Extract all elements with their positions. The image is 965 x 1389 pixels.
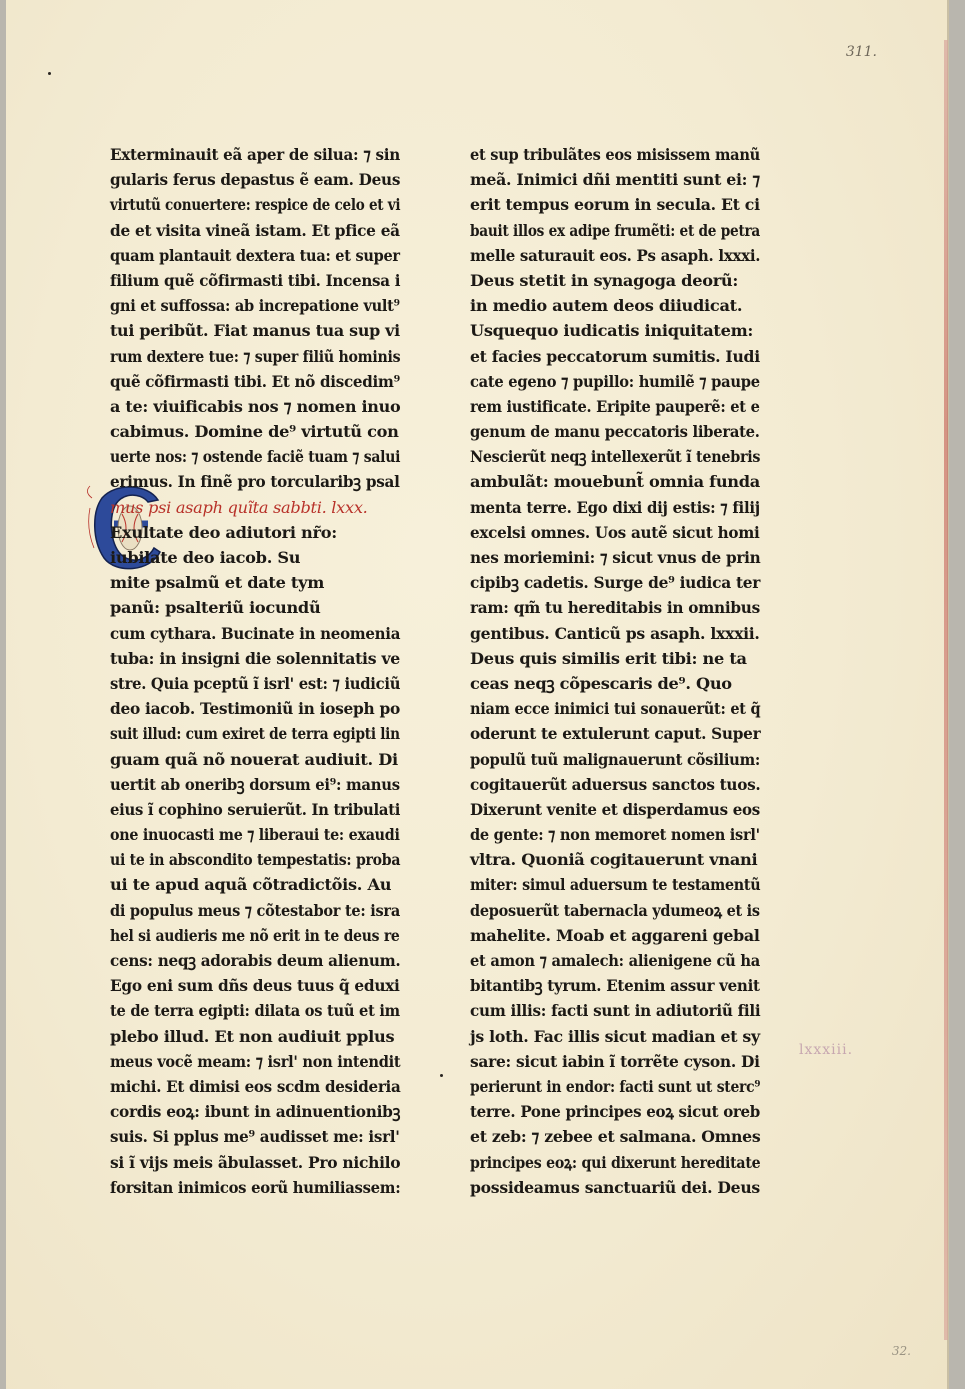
left-column-line: Exterminauit eã aper de silua: ⁊ sin bbox=[110, 145, 401, 164]
left-column-line: panũ: psalteriũ iocundũ bbox=[110, 598, 321, 618]
right-column-line: Deus quis similis erit tibi: ne ta bbox=[470, 648, 747, 668]
left-column-line: mus psi asaph quĩta sabbti. lxxx. bbox=[110, 497, 368, 517]
left-column-line: suis. Si pplus me⁹ audisset me: isrl' bbox=[110, 1127, 400, 1147]
right-column-line: bauit illos ex adipe frumẽti: et de petra bbox=[470, 220, 761, 240]
right-column-line: deposuerũt tabernacla ydumeoꝝ et is bbox=[470, 900, 760, 920]
left-column-line: meus vocẽ meam: ⁊ isrl' non intendit bbox=[110, 1051, 401, 1071]
left-column-line: tui peribũt. Fiat manus tua sup vi bbox=[110, 321, 400, 341]
left-column-line: hel si audieris me nõ erit in te deus re bbox=[110, 925, 400, 945]
left-column-line: stre. Quia pceptũ ĩ isrl' est: ⁊ iudiciũ bbox=[110, 673, 401, 693]
folio-number: 311. bbox=[845, 44, 877, 60]
left-column-line: cordis eoꝝ: ibunt in adinuentionibꝫ bbox=[110, 1102, 401, 1122]
left-column-line: michi. Et dimisi eos scdm desideria bbox=[110, 1076, 401, 1096]
right-column-line: ambulãt: mouebunt̃ omnia funda bbox=[470, 472, 760, 492]
right-column-line: in medio autem deos diiudicat. bbox=[470, 296, 743, 316]
right-column-line: et sup tribulãtes eos misissem manũ bbox=[470, 145, 760, 164]
left-column-line: quam plantauit dextera tua: et super bbox=[110, 245, 400, 265]
left-column-line: gni et suffossa: ab increpatione vult⁹ bbox=[110, 296, 400, 316]
right-column-line: nes moriemini: ⁊ sicut vnus de prin bbox=[470, 548, 761, 567]
right-column-line: cipibꝫ cadetis. Surge de⁹ iudica ter bbox=[470, 573, 761, 593]
left-column-line: quẽ cõfirmasti tibi. Et nõ discedim⁹ bbox=[110, 371, 400, 391]
right-column-line: et amon ⁊ amalech: alienigene cũ ha bbox=[470, 951, 761, 970]
left-column-line: uertit ab oneribꝫ dorsum ei⁹: manus bbox=[110, 774, 400, 794]
left-column-line: gularis ferus depastus ẽ eam. Deus bbox=[110, 170, 401, 190]
right-column-line: Dixerunt venite et disperdamus eos bbox=[470, 799, 760, 819]
left-column-line: si ĩ vijs meis ãbulasset. Pro nichilo bbox=[110, 1152, 401, 1172]
right-column-line: cum illis: facti sunt in adiutoriũ fili bbox=[470, 1001, 761, 1021]
left-column-line: ui te apud aquã cõtradictõis. Au bbox=[110, 875, 392, 895]
right-column-line: erit tempus eorum in secula. Et ci bbox=[470, 195, 760, 215]
manuscript-page bbox=[6, 0, 949, 1389]
right-column-line: et zeb: ⁊ zebee et salmana. Omnes bbox=[470, 1127, 761, 1147]
red-page-edge bbox=[944, 40, 948, 1340]
left-column-line: cum cythara. Bucinate in neomenia bbox=[110, 623, 401, 643]
right-column-line: perierunt in endor: facti sunt ut sterc⁹ bbox=[470, 1076, 761, 1096]
ink-speck bbox=[48, 72, 51, 75]
left-column-line: deo iacob. Testimoniũ in ioseph po bbox=[110, 699, 400, 719]
left-column-line: Exultate deo adiutori nr̃o: bbox=[110, 522, 337, 542]
left-column-line: guam quã nõ nouerat audiuit. Di bbox=[110, 749, 398, 769]
right-column-line: Nescierũt neqꝫ intellexerũt ĩ tenebris bbox=[470, 447, 761, 467]
right-column-line: ram: qm̃ tu hereditabis in omnibus bbox=[470, 598, 760, 618]
left-column-line: tuba: in insigni die solennitatis ve bbox=[110, 648, 400, 668]
right-column-line: js loth. Fac illis sicut madian et sy bbox=[470, 1026, 760, 1046]
right-column-line: populũ tuũ malignauerunt cõsilium: bbox=[470, 749, 761, 769]
left-column-line: one inuocasti me ⁊ liberaui te: exaudi bbox=[110, 825, 400, 845]
right-column-line: Usquequo iudicatis iniquitatem: bbox=[470, 321, 754, 341]
right-column-line: genum de manu peccatoris liberate. bbox=[470, 422, 760, 442]
right-column-line: gentibus. Canticũ ps asaph. lxxxii. bbox=[470, 623, 760, 643]
left-column-line: filium quẽ cõfirmasti tibi. Incensa i bbox=[110, 270, 401, 290]
right-column-line: excelsi omnes. Uos autẽ sicut homi bbox=[470, 522, 760, 542]
signature-mark: 32. bbox=[891, 1344, 911, 1358]
left-column-line: forsitan inimicos eorũ humiliassem: bbox=[110, 1177, 401, 1197]
left-column-line: eius ĩ cophino seruierũt. In tribulati bbox=[110, 799, 401, 819]
left-column-line: iubilate deo iacob. Su bbox=[110, 548, 301, 567]
margin-note: lxxxiii. bbox=[799, 1042, 854, 1058]
right-column-line: meã. Inimici dñi mentiti sunt ei: ⁊ bbox=[470, 170, 760, 190]
right-column-line: possideamus sanctuariũ dei. Deus bbox=[470, 1177, 760, 1197]
left-column-line: plebo illud. Et non audiuit pplus bbox=[110, 1026, 395, 1046]
left-column-line: erimus. In finẽ pro torcularibꝫ psal bbox=[110, 472, 400, 492]
right-column-line: sare: sicut iabin ĩ torrẽte cyson. Di bbox=[470, 1051, 760, 1071]
left-column-line: a te: viuificabis nos ⁊ nomen inuo bbox=[110, 396, 401, 416]
right-column-line: oderunt te extulerunt caput. Super bbox=[470, 724, 761, 744]
right-column-line: ceas neqꝫ cõpescaris de⁹. Quo bbox=[470, 673, 732, 693]
left-column-line: di populus meus ⁊ cõtestabor te: isra bbox=[110, 900, 400, 920]
right-column-line: terre. Pone principes eoꝝ sicut oreb bbox=[470, 1102, 761, 1122]
right-column-line: miter: simul aduersum te testamentũ bbox=[470, 875, 761, 895]
right-column-line: rem iustificate. Eripite pauperẽ: et e bbox=[470, 396, 760, 416]
right-column-line: bitantibꝫ tyrum. Etenim assur venit bbox=[470, 976, 760, 996]
right-column-line: cogitauerũt aduersus sanctos tuos. bbox=[470, 774, 761, 794]
ink-speck bbox=[440, 1074, 443, 1077]
right-column-line: vltra. Quoniã cogitauerunt vnani bbox=[470, 850, 758, 870]
left-column bbox=[110, 142, 400, 1200]
right-column bbox=[470, 142, 760, 1200]
left-column-line: ui te in abscondito tempestatis: proba bbox=[110, 850, 401, 870]
left-column-line: rum dextere tue: ⁊ super filiũ hominis bbox=[110, 346, 401, 366]
right-column-line: de gente: ⁊ non memoret nomen isrl' bbox=[470, 825, 760, 845]
left-column-line: uerte nos: ⁊ ostende faciẽ tuam ⁊ salui bbox=[110, 447, 401, 467]
right-column-line: et facies peccatorum sumitis. Iudi bbox=[470, 346, 760, 366]
right-column-line: niam ecce inimici tui sonauerũt: et q̃ bbox=[470, 699, 761, 719]
left-column-line: de et visita vineã istam. Et pfice eã bbox=[110, 220, 400, 240]
left-column-line: cens: neqꝫ adorabis deum alienum. bbox=[110, 951, 401, 970]
right-column-line: cate egeno ⁊ pupillo: humilẽ ⁊ paupe bbox=[470, 371, 760, 391]
right-column-line: principes eoꝝ: qui dixerunt hereditate bbox=[470, 1152, 761, 1172]
left-column-line: virtutũ conuertere: respice de celo et vi bbox=[110, 195, 401, 215]
left-column-line: Ego eni sum dñs deus tuus q̃ eduxi bbox=[110, 976, 400, 996]
left-column-line: suit illud: cum exiret de terra egipti lin bbox=[110, 724, 400, 744]
right-column-line: mahelite. Moab et aggareni gebal bbox=[470, 925, 760, 945]
left-column-line: te de terra egipti: dilata os tuũ et im bbox=[110, 1001, 400, 1021]
left-column-line: cabimus. Domine de⁹ virtutũ con bbox=[110, 422, 399, 442]
left-column-line: mite psalmũ et date tym bbox=[110, 573, 325, 593]
right-column-line: Deus stetit in synagoga deorũ: bbox=[470, 270, 739, 290]
right-column-line: melle saturauit eos. Ps asaph. lxxxi. bbox=[470, 245, 761, 265]
right-column-line: menta terre. Ego dixi dij estis: ⁊ filij bbox=[470, 497, 760, 517]
